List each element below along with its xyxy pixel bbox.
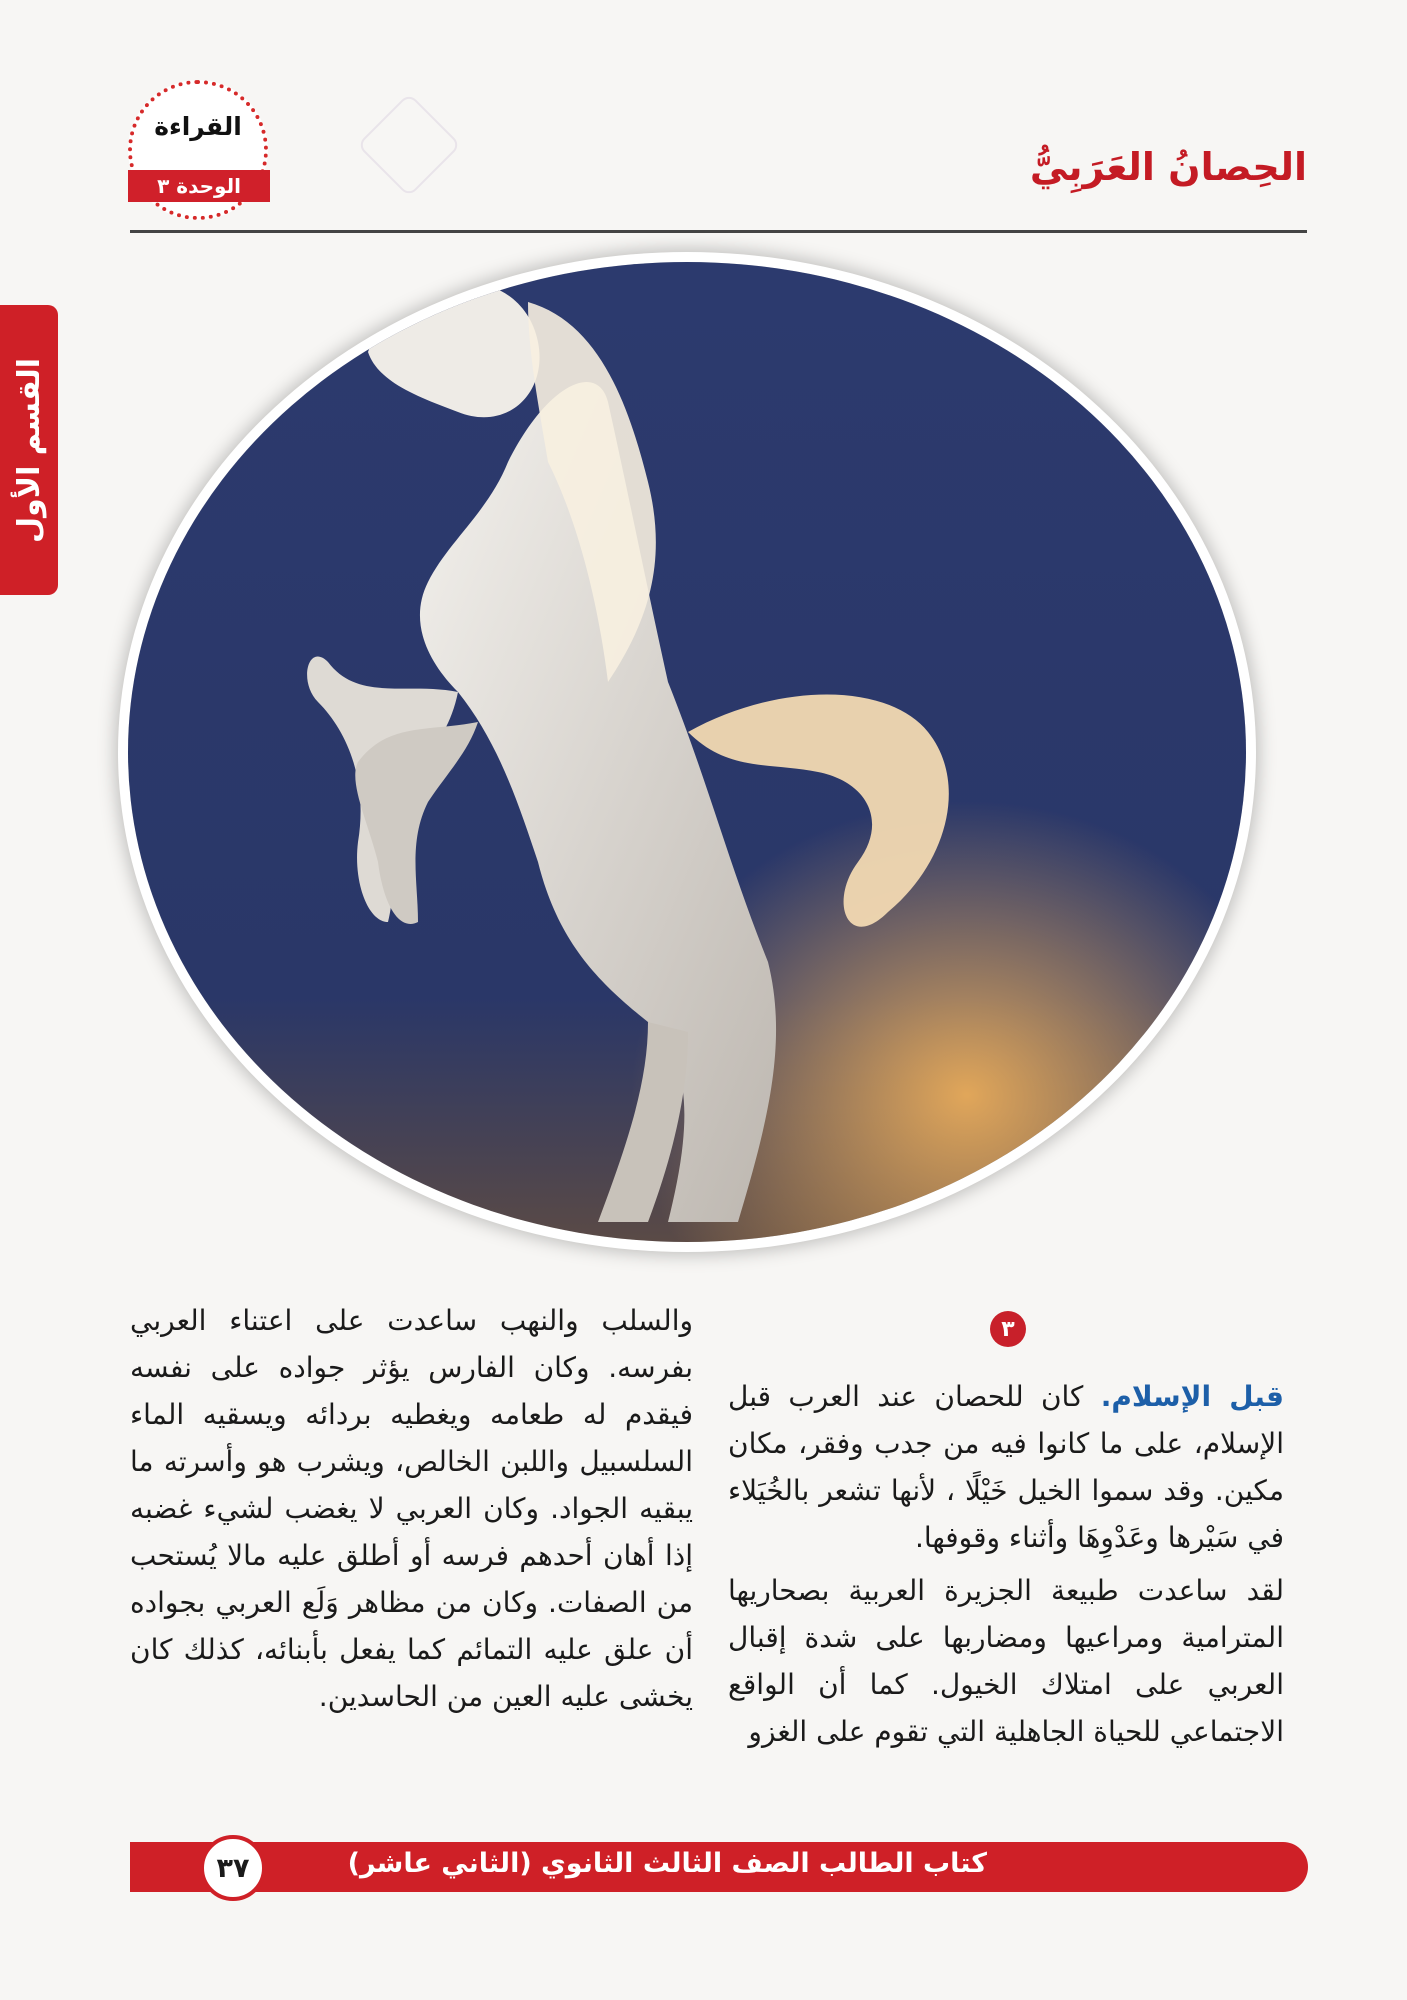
footer-book-title: كتاب الطالب الصف الثالث الثانوي (الثاني عاشر) [347,1848,987,1879]
lesson-badge-title: القراءة [154,112,242,141]
section-number-badge: ٣ [990,1311,1026,1347]
page-title: الحِصانُ العَرَبِيُّ [1029,145,1307,189]
unit-label: الوحدة ٣ [128,170,270,202]
paragraph-1 [728,1373,1284,1561]
horse-photo [128,262,1246,1242]
left-text-column [130,1297,693,1726]
right-text-column [728,1373,1284,1761]
title-divider [130,230,1307,233]
paragraph-1-text: كان للحصان عند العرب قبل الإسلام، على ما كانوا فيه من جدب وفقر، مكان مكين. وقد سموا الخيل خَيْلًا ، لأنها تشعر بالخُيَلاء في سَيْرها وعَدْوِهَا وأثناء وقوفها. [728,1380,1284,1554]
horse-illustration [128,262,1246,1242]
paragraph-3: والسلب والنهب ساعدت على اعتناء العربي بفرسه. وكان الفارس يؤثر جواده على نفسه فيقدم له طعامه ويغطيه بردائه ويسقيه الماء السلسبيل واللبن الخالص، ويشرب هو وأسرته ما يبقيه الجواد. وكان العربي لا يغضب لشيء غضبه إذا أهان أحدهم فرسه أو أطلق عليه مالا يُستحب من الصفات. وكان من مظاهر وَلَع العربي بجواده أن علق عليه التمائم كما يفعل بأبنائه، كذلك كان يخشى عليه العين من الحاسدين. [130,1304,693,1713]
page-number: ٣٧ [200,1835,266,1901]
decorative-diamond-icon [357,93,462,198]
section-side-tab [0,305,58,595]
section-side-tab-label: القسم الأول [11,357,47,543]
paragraph-2: لقد ساعدت طبيعة الجزيرة العربية بصحاريها المترامية ومراعيها ومضاربها على شدة إقبال العربي على امتلاك الخيول. كما أن الواقع الاجتماعي للحياة الجاهلية التي تقوم على الغزو [728,1574,1284,1748]
lead-heading: قبل الإسلام. [1100,1380,1285,1413]
